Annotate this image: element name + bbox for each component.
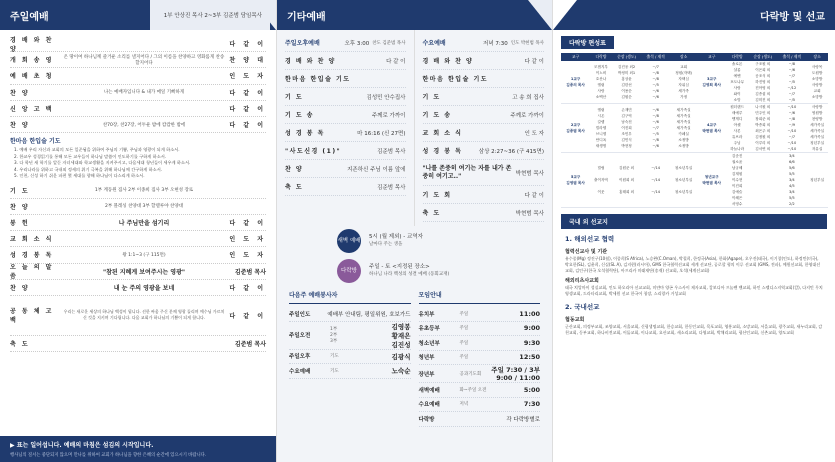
row-middle: 찬70장, 찬27장, 어두운 밤에 캄캄한 밤에 — [102, 122, 186, 128]
row-key: 찬 양 — [10, 89, 30, 97]
service-key: 주일인도 — [289, 311, 311, 318]
table-header: 순장 (생도) — [612, 53, 641, 61]
row-right: 다 같 이 — [229, 220, 266, 228]
table-cell: 2교구 김종범 목사 — [561, 104, 590, 153]
table-row — [561, 104, 828, 153]
partner-church-heading: 협동교회 — [565, 317, 585, 323]
row-middle: 2부 블레싱 찬양대 3부 할렐루야 찬양대 — [104, 204, 184, 210]
row-key: 성 경 봉 독 — [285, 130, 325, 137]
other-worship-header — [277, 0, 552, 30]
row-value: 박현범 목사 — [515, 210, 544, 217]
service-row — [419, 412, 541, 427]
service-row — [419, 383, 541, 398]
table-cell: 빌립 출이자역 이웃 — [590, 153, 612, 208]
row-key: "사도신경 (1)" — [285, 148, 342, 155]
table-cell: 모범지부 이노비 호산나 엘림 사랑 소백산 — [590, 61, 612, 104]
service-value: 주일 7:30 / 3부 9:00 / 11:00 — [491, 366, 540, 382]
row-middle: 나 주님만을 섬기리 — [118, 220, 170, 228]
row-value: 김준범 목사 — [377, 148, 406, 155]
row-right: 찬 양 대 — [229, 57, 266, 65]
table-cell: 교회 정원(자택) 자택심 자위심 세가족 가정 — [670, 61, 697, 104]
table-cell: 엘림 시온 갈렙 빌라델 브니엘 안디옥 새생명 — [590, 104, 612, 153]
service-value: 12:50 — [519, 353, 540, 362]
row-key: 주일오후예배 — [285, 40, 320, 47]
worship-order-row — [423, 70, 545, 88]
row-key: 성 경 봉 독 — [10, 252, 54, 260]
table-header: 출석 / 제적 — [641, 53, 670, 61]
worship-order-row — [285, 106, 406, 124]
table-row — [561, 153, 828, 208]
small-group-sub: 하나님 나라 백성의 성결 예배 (동회교재) — [369, 272, 450, 277]
small-group-mission-header — [553, 0, 835, 30]
row-right: 김준범 목사 — [234, 341, 266, 349]
missionaries-text: 유수종(Mg) 정진구(10월), 이종희(S Africa), 노승완(C.Oman), 박철희, 한정국(Asia), 한화(Agape), 오우진(태국), 이기창(인도), 하정민(미국), 박요한(SL), 김윤희, 신실(SL A), 김지현(러시아), GMS 한국협력선교회 세계 선교단, 공로할 형의 이루 선교회 (GMS, 전파), 예원선교회, 한영대선교회, 김인구(한국 오석협력단), 아프리카 미래재단(송재) 선교회, 오석(세계선교회) — [565, 256, 821, 273]
worship-order-row — [423, 160, 545, 186]
small-group-mission-title: 다락방 및 선교 — [760, 11, 825, 23]
table-header: 다락방 — [726, 53, 748, 61]
row-time: 오후 3:00 — [344, 40, 370, 47]
row-value: 다 같 이 — [524, 192, 544, 199]
table-cell: ~/10 ~/6 ~/8 ~/9 ~/10 ~/7 ~/10 ~/10 — [777, 104, 806, 153]
worship-order-row — [285, 34, 406, 52]
service-extra: 주일 — [459, 340, 469, 346]
row-key: 경 배 와 찬 양 — [285, 58, 336, 65]
dawn-prayer-text: 5시 (월 제외) - 교역자 — [369, 234, 423, 240]
service-row — [419, 322, 541, 337]
service-extra: 주일 — [459, 355, 469, 361]
row-key: 기 도 — [422, 94, 441, 101]
row-value: 삼상 2:27~36 (구 415면) — [478, 148, 544, 155]
row-right: 인 도 자 — [229, 236, 266, 244]
service-key: 주일오전 — [289, 333, 311, 339]
service-value: 11:00 — [519, 309, 540, 318]
row-right: 김준범 목사 — [234, 268, 266, 276]
row-key: 한마음 한입술 기도 — [285, 76, 351, 83]
table-cell: 손재민 김구역 남숙천 이진희 조민우 김민식 박현정 — [612, 104, 641, 153]
row-middle: "참된 지혜게 보여주시는 영광" — [102, 268, 186, 276]
table-cell: 김준진 권소윤 남궁혜 김재원 이수현 이진희 김예슬 이혜은 서영수 — [726, 153, 748, 208]
worship-order-row — [285, 178, 406, 196]
row-key: 개 회 송 영 — [10, 57, 54, 65]
service-value: 김영봉 황재은 김진성 — [391, 322, 411, 349]
row-key: 찬 양 — [10, 122, 30, 130]
service-row — [419, 398, 541, 413]
service-row — [419, 351, 541, 366]
small-group-badge: 다락방 — [337, 259, 361, 283]
row-right: 다 같 이 — [229, 312, 266, 320]
row-key: 성 경 봉 독 — [422, 148, 463, 155]
meetings-title: 모임안내 — [419, 290, 541, 304]
service-row — [419, 365, 541, 383]
worship-order-row — [423, 34, 545, 52]
service-key: 주일오후 — [289, 354, 311, 361]
table-header: 교구 — [561, 53, 590, 61]
row-middle: 나는 예배자입니다 & 내가 매일 기뻐하게 — [103, 90, 185, 96]
prayer-item: 5. 인천, 신성 하기 쉬운 파편 몇 세대를 향해 하나님이 다스리게 하소서. — [14, 173, 145, 179]
prayer-list — [10, 147, 266, 183]
row-key: 기 도 — [10, 187, 30, 195]
worship-order-row — [285, 70, 406, 88]
row-value: 인 도 자 — [524, 130, 544, 137]
benediction-row — [10, 336, 266, 352]
worship-order-row — [423, 142, 545, 160]
service-extra: 공과기도회 — [459, 371, 482, 377]
worship-order-row — [423, 186, 545, 204]
service-row — [289, 364, 411, 379]
table-cell: ~/8 ~/6 ~/7 ~/5 ~/12 ~/7 ~/5 — [777, 61, 806, 104]
service-row — [419, 336, 541, 351]
table-header: 장소 — [670, 53, 697, 61]
worship-order-row — [10, 199, 266, 215]
worship-order-row — [10, 264, 266, 280]
sunday-worship-title: 주일예배 — [10, 11, 49, 23]
domestic-mission-heading: 2. 국내선교 — [565, 303, 600, 311]
table-cell: 1교구 김종의 목사 — [561, 61, 590, 104]
row-key: 한마음 한입술 기도 — [422, 76, 489, 83]
other-worship-title: 기타예배 — [287, 11, 326, 23]
row-key: 축 도 — [10, 341, 30, 349]
row-key: 공 동 체 고 백 — [10, 308, 54, 325]
worship-order-row — [10, 85, 266, 101]
sunday-afternoon-list — [277, 30, 415, 226]
row-right: 다 같 이 — [229, 284, 266, 292]
table-header: 순장 (생도) — [748, 53, 777, 61]
table-cell: 4교구 박현범 목사 — [697, 104, 726, 153]
row-value: 김성민 안수집사 — [366, 94, 406, 101]
worship-order-row — [423, 124, 545, 142]
dawn-prayer-badge: 새벽 예배 — [337, 229, 361, 253]
service-value: 9:30 — [523, 338, 540, 347]
row-middle: 왕 1:1~3 (구 115면) — [122, 252, 166, 258]
table-cell: 3교구 김영희 목사 — [697, 61, 726, 104]
missionaries-heading: 협력선교사 및 기관 — [565, 249, 608, 255]
row-value: 다 같 이 — [386, 58, 406, 65]
service-key: 다락방 — [418, 416, 435, 423]
small-group-text: 주일 - 토 <지정된 장소> — [369, 264, 430, 270]
service-key: 청년부 — [418, 355, 435, 362]
worship-footer — [0, 436, 276, 462]
row-key: 기 도 송 — [285, 112, 315, 119]
row-middle: 1부 계동원 집사 2부 이종희 집사 3부 오현성 장로 — [94, 188, 194, 194]
worship-order-row — [10, 101, 266, 117]
mission-section — [561, 214, 827, 336]
row-key: 교 회 소 식 — [10, 236, 54, 244]
worship-order-row — [423, 88, 545, 106]
row-right: 인 도 자 — [229, 73, 266, 81]
table-cell: 김원준 외 이원희 외 홍태희 외 — [612, 153, 641, 208]
row-value: 박현범 목사 — [515, 170, 544, 177]
row-key: "나를 존중히 여기는 자를 내가 존중히 여기고.." — [422, 164, 512, 180]
small-group-table-title: 다락방 편성표 — [561, 36, 614, 49]
service-lists — [277, 286, 552, 431]
sunday-worship-header — [0, 0, 276, 30]
dawn-prayer-notice — [277, 226, 552, 256]
worship-order-row — [10, 68, 266, 84]
table-row — [561, 61, 828, 104]
footer-title: ▶ 표는 일어섭니다. 예배의 마침은 섬김의 시작입니다. — [10, 442, 154, 449]
row-right: 다 같 이 — [229, 89, 266, 97]
table-cell: ~/7 ~/8 ~/8 ~/5 ~/6 ~/6 — [641, 61, 670, 104]
row-value: 주께로 가까이 — [510, 112, 544, 119]
row-key: 오 늘 의 말 씀 — [10, 264, 54, 281]
row-time: 저녁 7:30 — [482, 40, 508, 47]
row-key: 찬 양 — [10, 203, 30, 211]
row-key: 축 도 — [422, 210, 441, 217]
worship-order-row — [10, 36, 266, 52]
mission-title: 국내 외 선교지 — [561, 214, 827, 229]
row-right: 다 같 이 — [229, 105, 266, 113]
worship-order-row — [10, 247, 266, 263]
table-cell: 청년부실 — [806, 153, 828, 208]
service-value: 각 다락방별로 — [506, 416, 540, 423]
row-key: 찬 양 — [10, 284, 30, 292]
worship-order-row — [285, 160, 406, 178]
table-cell: 5교구 김영범 목사 — [561, 153, 590, 208]
row-value: 다 같 이 — [524, 58, 544, 65]
table-header: 출석 / 제적 — [777, 53, 806, 61]
service-extra: 화~주일 오전 — [459, 387, 487, 393]
service-key: 청소년부 — [418, 340, 440, 347]
next-week-servants — [285, 290, 415, 427]
service-row — [419, 307, 541, 322]
row-key: 찬 양 — [285, 166, 304, 173]
worship-order-row — [285, 124, 406, 142]
service-extra: 주일 — [459, 311, 469, 317]
service-key: 새벽예배 — [418, 387, 440, 394]
partner-church-text: 군산교회, 의정부교회, 조양교회, 서울교회, 신평생명교회, 한승교회, 한동인교회, 목포교회, 영흥교회, 소망교회, 서을교회, 광주교회, 새누리교회, 감천교회, 동부교회, 하나비전교회, 어둡교회, 이나교회, 요산교회, 새소리교회, 다영교회, 박채리교회, 평산인교회, 신촌교회, 양도교회 — [565, 324, 823, 335]
row-right: 다 같 이 — [229, 122, 266, 130]
wednesday-list — [415, 30, 553, 226]
worship-order-row — [423, 204, 545, 222]
table-cell: 나시원 외 민주인 외 장희준 외 박종희 외 최은주 외 김정원 외 이루리 외 김서연 외 — [748, 104, 777, 153]
worship-order-row — [10, 117, 266, 133]
worship-order-row — [10, 231, 266, 247]
row-value: 고 송 희 집사 — [512, 94, 544, 101]
row-middle: 내 눈 주의 영광을 보네 — [113, 284, 175, 292]
servants-title: 다음주 예배봉사자 — [289, 290, 411, 304]
overseas-mission-heading: 1. 해외선교 협력 — [565, 235, 615, 243]
service-row — [289, 307, 411, 322]
row-key: 축 도 — [285, 184, 304, 191]
service-key: 수요예배 — [289, 368, 311, 375]
other-worship-panel — [276, 0, 552, 462]
service-value: 7:30 — [523, 400, 540, 409]
prayer-item: 2. 한교우 성경읽기를 통해 모든 교우들이 하나님 말씀이 인도하기를 구하게 하소서. — [14, 153, 167, 159]
table-cell — [748, 153, 777, 208]
service-value: 9:00 — [523, 324, 540, 333]
row-value: 주께로 가까이 — [371, 112, 406, 119]
service-extra: 저녁 — [459, 402, 469, 408]
table-header: 장소 — [806, 53, 828, 61]
row-key: 봉 헌 — [10, 220, 30, 228]
row-key: 신 앙 고 백 — [10, 105, 54, 113]
row-leader: 찬도 김준범 목사 — [372, 40, 406, 46]
worship-order-row — [10, 52, 266, 68]
row-key: 기 도 — [285, 94, 304, 101]
row-value: 김준범 목사 — [377, 184, 406, 191]
table-cell: ~/6 ~/8 ~/6 ~/7 ~/5 ~/8 ~/6 — [641, 104, 670, 153]
sunday-worship-subtitle: 1부 안상진 목사 2~3부 김준범 담임목사 — [150, 0, 270, 30]
footer-subtitle: 행사님의 질서는 중단되지 않으며 만나를 위하여 교회가 하나님을 향한 은혜의 순간에 있으시기 바랍니다. — [10, 453, 207, 458]
table-cell: 구조원 외 이은희 외 공조식 외 하진영 외 진아영 외 김종섭 외 김미진 외 — [748, 61, 777, 104]
table-cell: 청소년부실 청소년부실 청소년부실 — [670, 153, 697, 208]
worship-order-row — [285, 142, 406, 160]
table-cell: 세가족실 세가족실 세가족실 세가족실 카페실 소정방 소정방 — [670, 104, 697, 153]
table-cell: 김진웅 외2 박정미 외1 홍상윤 김한선 이용순 김원순 — [612, 61, 641, 104]
overseas-church-heading: 해외리츠사교회 — [565, 278, 599, 284]
overseas-church-text: 태국 치앙마이 성실교회, 인도 하오리아 선교교회, 미얀마 양곤 우스사이 제자교회, 캄보디아 프놈펜 밴교회, 하인 스펠디스지역교회(캄), 다지민 무치 영생교회, 드라타리교회, 박세원 선교 한국어 청장, 스리랑카 거성교회 — [565, 285, 823, 296]
row-leader: 인도 박현범 목사 — [510, 40, 544, 46]
table-cell: 청년교구 박현범 목사 — [697, 153, 726, 208]
prayer-item: 1. 예배 우리 자신과 교회의 모든 일꾼됨을 위하여 주님의 기쁨, 주님과 영광이 되게 하소서. — [14, 147, 180, 153]
worship-order-row — [10, 280, 266, 296]
service-extra: 1부 2부 3부 — [330, 327, 338, 344]
table-cell: 사랑목 도원방 소망방 사랑방 교회 소망방 — [806, 61, 828, 104]
other-worship-grid — [277, 30, 552, 226]
row-middle: 온 땅이여 하나님께 즐거운 소리를 낼지어다 / 그의 이름을 찬양하고 영화롭게 찬송할지어다 — [63, 54, 225, 66]
row-key: 경 배 와 찬 양 — [422, 58, 474, 65]
table-cell: 원더랜드 새예루 엔게디 아셀 사론 유브라 주님 하늘나라 — [726, 104, 748, 153]
service-key: 유치부 — [418, 311, 435, 318]
prayer-title: 한마음 한입술 기도 — [10, 138, 61, 146]
sunday-worship-panel — [0, 0, 276, 462]
row-right: 다 같 이 — [229, 41, 266, 49]
service-row — [289, 350, 411, 365]
row-key: 기 도 회 — [422, 192, 452, 199]
row-key: 예 배 초 청 — [10, 73, 54, 81]
dawn-prayer-sub: 날마다 주는 생을 — [369, 242, 403, 247]
row-value: 지존하신 주님 이름 앞에 — [347, 166, 406, 173]
prayer-item: 3. 다 학년 새 학기를 앞둔 자녀세대와 학교생활을 지켜주시고, 다음세대 청년들이 세우게 하소서. — [14, 160, 191, 166]
community-confession-row — [10, 296, 266, 336]
table-cell: 솔로몬 샬롬 에벤 포도나무 사랑 와이 소망 — [726, 61, 748, 104]
worship-order-row — [285, 52, 406, 70]
table-cell: ~/14 ~/14 ~/14 — [641, 153, 670, 208]
service-extra: 기도 — [330, 368, 339, 374]
row-key: 수요예배 — [422, 40, 446, 47]
service-value: 예배부 안내팀, 평일위원, 호보가드 — [327, 311, 411, 318]
worship-order-row — [285, 88, 406, 106]
table-header: 교구 — [697, 53, 726, 61]
row-value: 마 16:16 (신 27면) — [357, 130, 406, 137]
service-key: 유초등부 — [418, 326, 440, 333]
small-group-mission-panel — [552, 0, 835, 462]
table-cell: 사랑방 영원방 찬양방 세가족실 세가족실 세가족실 청년부실 자유실 — [806, 104, 828, 153]
service-key: 수요예배 — [418, 402, 440, 409]
table-header: 다락방 — [590, 53, 612, 61]
row-key: 기 도 송 — [422, 112, 452, 119]
service-key: 장년부 — [418, 371, 435, 378]
worship-order-row — [10, 183, 266, 199]
service-value: 노숙순 — [391, 367, 411, 376]
row-key: 교 회 소 식 — [422, 130, 463, 137]
small-group-notice — [277, 256, 552, 286]
prayer-item: 4. 우리나라를 위하고 국내외 정세의 위기 극복을 위해 하나님께 간구하게 하소서. — [14, 166, 163, 172]
service-row — [289, 322, 411, 350]
row-key: 경 배 와 찬 양 — [10, 36, 54, 53]
small-group-table — [561, 53, 828, 208]
worship-order-row — [423, 106, 545, 124]
worship-order-row — [10, 215, 266, 231]
service-extra: 기도 — [330, 354, 339, 360]
order-of-worship — [0, 30, 276, 358]
row-middle: 우리는 새로운 세상의 하나님 백성이 됩니다. 선한 싸움 주신 분께 영광 돌리며 예수님 가르치신 것을 지키며 기다립니다. 다음 교회가 하나님의 기쁨이 되게 합니다. — [63, 309, 225, 321]
worship-order-row — [423, 52, 545, 70]
service-extra: 주일 — [459, 326, 469, 332]
table-cell: 3/4 6/6 5/6 5/5 3/4 4/5 3/4 5/5 2/2 — [777, 153, 806, 208]
row-right: 인 도 자 — [229, 252, 266, 260]
meeting-guide — [415, 290, 545, 427]
service-value: 5:00 — [523, 385, 540, 394]
service-value: 김광식 — [391, 352, 411, 361]
